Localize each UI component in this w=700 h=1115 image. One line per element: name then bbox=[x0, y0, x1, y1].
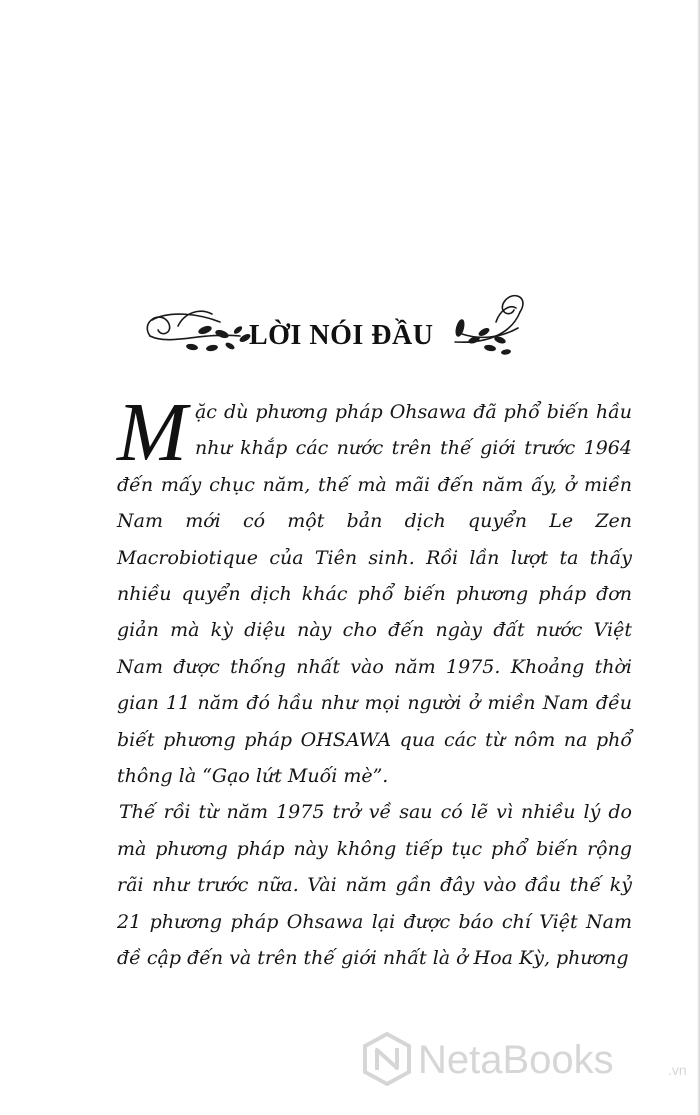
watermark-suffix: .vn bbox=[668, 1062, 687, 1078]
watermark bbox=[362, 1032, 692, 1092]
text-line: do mà phương pháp này không tiếp tục phổ biến rộng bbox=[117, 801, 632, 860]
text-line: 21 phương pháp Ohsawa lại được báo chí Việt Nam bbox=[117, 910, 632, 933]
text-line: thống nhất vào năm 1975. Khoảng thời gian 11 năm bbox=[117, 655, 632, 715]
text-line: hầu như khắp các nước trên thế giới bbox=[194, 401, 632, 460]
text-line: rãi như trước nữa. Vài năm gần đây vào đầu thế kỷ bbox=[117, 874, 632, 897]
text-line: mà kỳ diệu này cho đến ngày đất nước Việt Nam được bbox=[117, 619, 633, 678]
text-line: trước 1964 đến mấy chục năm, thế mà mãi đến năm bbox=[117, 437, 632, 496]
netabooks-logo-icon bbox=[362, 1032, 412, 1086]
flourish-right-icon bbox=[455, 296, 523, 343]
body-text bbox=[117, 386, 633, 977]
watermark-brand: NetaBooks bbox=[418, 1038, 614, 1082]
text-line: pháp OHSAWA qua các từ nôm na phổ thông là “Gạo bbox=[117, 728, 633, 788]
text-line: lứt Muối mè”. bbox=[255, 765, 389, 788]
leaves-left-icon bbox=[186, 324, 252, 352]
text-line: đề cập đến và trên thế giới nhất là ở Hoa Kỳ, phương bbox=[117, 947, 629, 970]
drop-cap: M bbox=[117, 386, 187, 479]
text-line: Thế rồi từ năm 1975 trở về sau có lẽ vì nhiều lý bbox=[119, 801, 601, 824]
text-line: ặc dù phương pháp Ohsawa đã phổ biến bbox=[194, 401, 589, 423]
page-title: LỜI NÓI ĐẦU bbox=[249, 320, 434, 351]
text-line: đó hầu như mọi người ở miền Nam đều biết phương bbox=[117, 692, 633, 751]
text-line: nhiều quyển dịch khác phổ biến phương pháp đơn giản bbox=[117, 583, 632, 642]
text-line: Macrobiotique của Tiên sinh. Rồi lần lượt ta thấy bbox=[117, 546, 632, 569]
paragraph-1 bbox=[117, 386, 633, 794]
text-line: ấy, ở miền Nam mới có một bản dịch quyển Le Zen bbox=[117, 473, 633, 533]
paragraph-2 bbox=[117, 794, 632, 976]
